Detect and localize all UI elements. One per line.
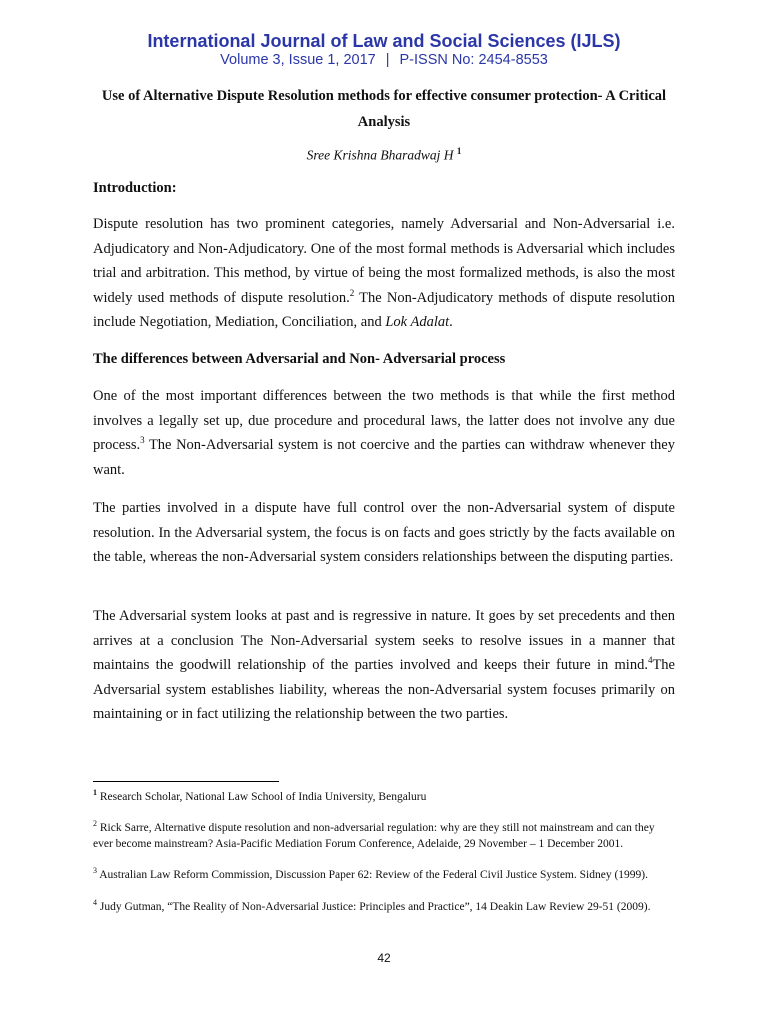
footnote-text: Rick Sarre, Alternative dispute resolution and non-adversarial regulation: why are they still not mainstream and can they ever become mainstream? Asia-Pacific Mediation Forum Conference, Adelaide, 29 November – 1 December 2001.: [93, 822, 655, 850]
author-name: Sree Krishna Bharadwaj H: [306, 147, 454, 163]
footnote-number: 2: [93, 819, 97, 829]
intro-heading: Introduction:: [93, 180, 177, 196]
footnote-2: [93, 820, 675, 852]
footnote-number: 1: [93, 788, 97, 798]
footnote-ref-4[interactable]: 4: [647, 655, 653, 666]
diff-p3-text-a: The Adversarial system looks at past and is regressive in nature. It goes by set precedents and then arrives at a conclusion The Non-Adversarial system seeks to resolve issues in a manner that maintains the goodwill relationship of the parties involved and keeps their future in mind.: [93, 608, 675, 673]
footnote-number: 3: [93, 866, 97, 876]
differences-paragraph-2: The parties involved in a dispute have full control over the non-Adversarial system of dispute resolution. In the Adversarial system, the focus is on facts and goes strictly by the facts available on the table, whereas the non-Adversarial system considers relationships between the disputing parties.: [93, 500, 675, 565]
footnote-1: [93, 789, 675, 805]
footnote-text: Judy Gutman, “The Reality of Non-Adversarial Justice: Principles and Practice”, 14 Deakin Law Review 29-51 (2009).: [97, 901, 651, 913]
differences-heading: The differences between Adversarial and Non- Adversarial process: [93, 351, 506, 367]
differences-paragraph-3: [93, 604, 675, 727]
diff-p3-text-b: The Adversarial system establishes liability, whereas the non-Adversarial system focuses primarily on maintaining or in fact utilizing the relationship between the two parties.: [93, 657, 675, 722]
footnote-number: 4: [93, 898, 97, 908]
volume-issue: Volume 3, Issue 1, 2017: [220, 52, 376, 68]
intro-paragraph: [93, 212, 675, 335]
footnote-4: [93, 899, 675, 915]
diff-p1-text-b: The Non-Adversarial system is not coercive and the parties can withdraw whenever they want.: [93, 437, 675, 478]
author-footnote-mark[interactable]: 1: [456, 146, 462, 156]
diff-p1-text-a: One of the most important differences between the two methods is that while the first method involves a legally set up, due procedure and procedural laws, the latter does not involve any due process.: [93, 388, 675, 453]
footnote-ref-2[interactable]: 2: [349, 287, 355, 298]
page-number: 42: [377, 951, 391, 965]
paper-title: Use of Alternative Dispute Resolution methods for effective consumer protection- A Critical Analysis: [101, 88, 667, 130]
footnote-ref-3[interactable]: 3: [140, 435, 145, 446]
footnote-3: [93, 867, 675, 883]
journal-meta: [0, 52, 768, 68]
footnote-divider: [93, 781, 279, 782]
footnote-text: Research Scholar, National Law School of India University, Bengaluru: [97, 791, 427, 803]
meta-separator: |: [385, 52, 390, 68]
author-line: [0, 146, 768, 164]
intro-text-b: The Non-Adjudicatory methods of dispute resolution include Negotiation, Mediation, Conciliation, and: [93, 289, 676, 330]
issn: P-ISSN No: 2454-8553: [399, 52, 548, 68]
differences-paragraph-1: [93, 384, 675, 482]
journal-title: International Journal of Law and Social Sciences (IJLS): [147, 31, 621, 51]
footnote-text: Australian Law Reform Commission, Discussion Paper 62: Review of the Federal Civil Justice System. Sidney (1999).: [97, 869, 648, 881]
intro-text-end: .: [449, 314, 453, 330]
intro-italic-term: Lok Adalat: [385, 314, 450, 330]
intro-text-a: Dispute resolution has two prominent categories, namely Adversarial and Non-Adversarial i.e. Adjudicatory and Non-Adjudicatory. One of the most formal methods is Adversarial which includes trial and arbitration. This method, by virtue of being the most formalized methods, is also the most widely used methods of dispute resolution.: [93, 216, 675, 306]
